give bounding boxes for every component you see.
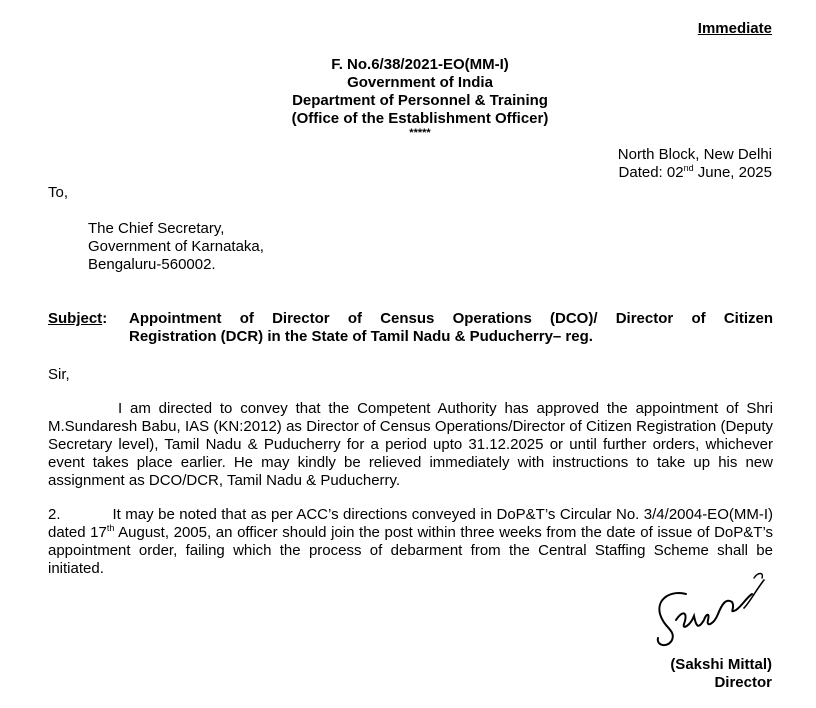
signatory-name: (Sakshi Mittal)	[670, 656, 772, 673]
signatory-block	[670, 656, 772, 692]
subject-line-1: Appointment of Director of Census Operations (DCO)/ Director of Citizen	[129, 310, 773, 327]
recipient-line: Government of Karnataka,	[88, 238, 264, 255]
header-stars: *****	[409, 127, 431, 139]
office-line: (Office of the Establishment Officer)	[291, 110, 549, 127]
paragraph-2-number: 2.	[48, 506, 61, 523]
signature-image	[646, 568, 776, 654]
letter-date: Dated: 02nd June, 2025	[618, 163, 772, 181]
priority-label: Immediate	[697, 20, 772, 37]
to-label: To,	[48, 184, 69, 201]
subject-line-2: Registration (DCR) in the State of Tamil Nadu & Puducherry– reg.	[129, 328, 593, 345]
subject-label: Subject:	[48, 310, 108, 327]
signatory-designation: Director	[714, 674, 772, 691]
paragraph-1: I am directed to convey that the Competent Authority has approved the appointment of Shri M.Sundaresh Babu, IAS (KN:2012) as Director of Census Operations/Director of Citizen Registration (Deputy Secretary level), Tamil Nadu & Puducherry for a period upto 31.12.2025 or until further orders, whichever event takes place earlier. He may kindly be relieved immediately with instructions to take up his new assignment as DCO/DCR, Tamil Nadu & Puducherry.	[48, 400, 773, 489]
letter-header	[200, 56, 640, 139]
location: North Block, New Delhi	[617, 146, 772, 163]
department-line: Department of Personnel & Training	[292, 92, 548, 109]
place-date-block	[618, 146, 772, 182]
file-number: F. No.6/38/2021-EO(MM-I)	[331, 56, 509, 73]
paragraph-2: 2. It may be noted that as per ACC’s directions conveyed in DoP&T’s Circular No. 3/4/2004-EO(MM-I) dated 17th August, 2005, an officer should join the post within three weeks from the date of issue of DoP&T’s appointment order, failing which the process of debarment from the Central Staffing Scheme shall be initiated.	[48, 506, 774, 577]
subject-text	[129, 310, 773, 346]
recipient-line: The Chief Secretary,	[88, 220, 225, 237]
salutation: Sir,	[48, 366, 70, 383]
recipient-address	[88, 220, 264, 274]
recipient-line: Bengaluru-560002.	[88, 256, 216, 273]
government-line: Government of India	[347, 74, 493, 91]
